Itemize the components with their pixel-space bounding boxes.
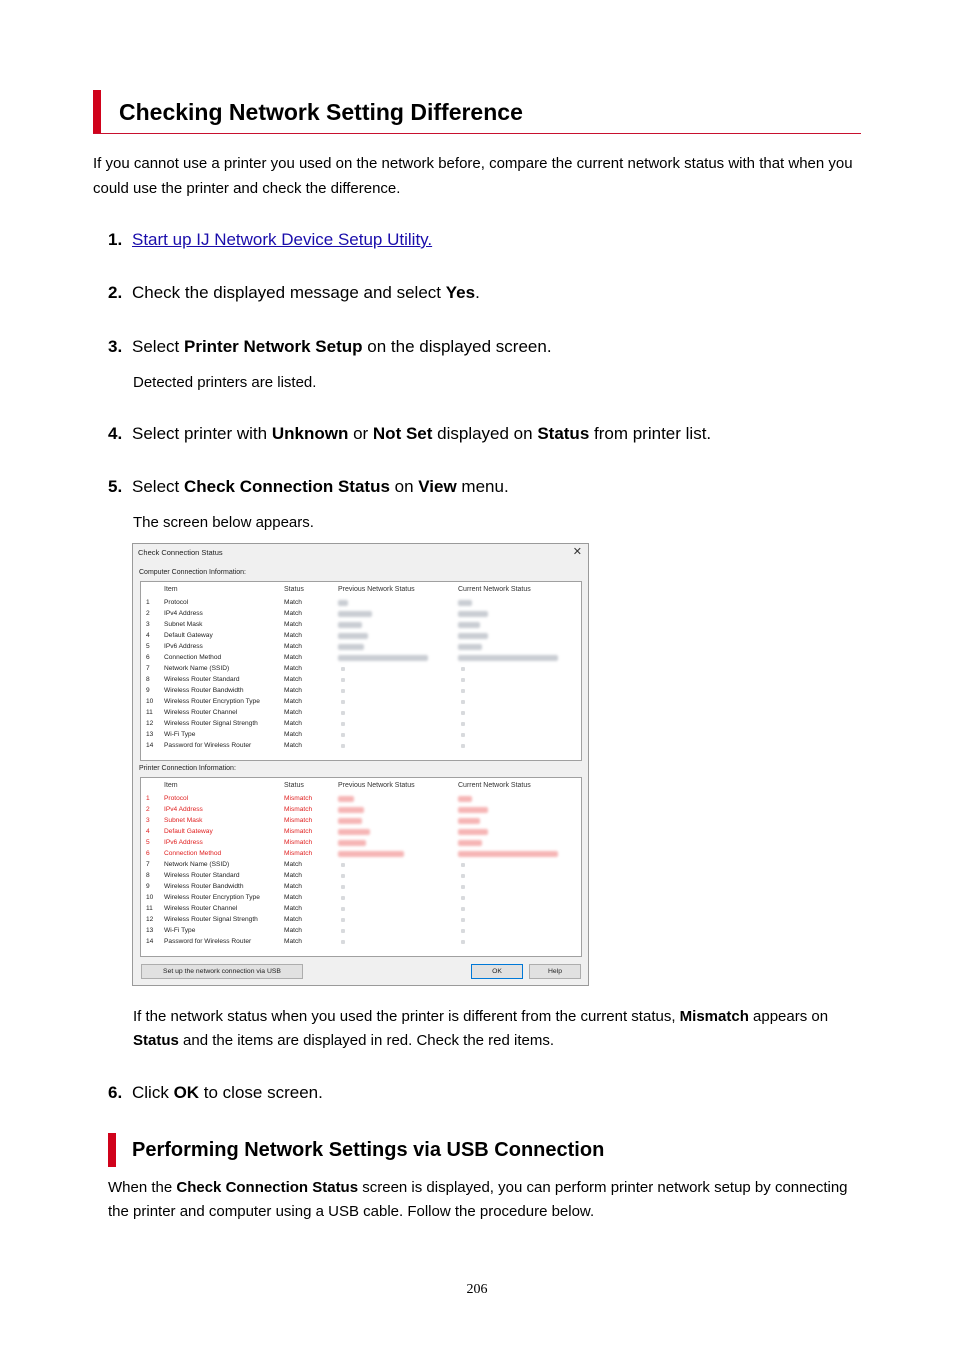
column-header-previous: Previous Network Status xyxy=(338,782,415,789)
row-status: Match xyxy=(284,731,302,738)
redacted-value xyxy=(341,863,345,867)
redacted-value xyxy=(341,896,345,900)
row-item: Wireless Router Channel xyxy=(164,905,238,912)
redacted-value xyxy=(458,796,472,802)
redacted-value xyxy=(458,807,488,813)
row-number: 9 xyxy=(146,883,150,890)
row-number: 4 xyxy=(146,828,150,835)
redacted-value xyxy=(461,711,465,715)
table-row xyxy=(141,848,581,859)
redacted-value xyxy=(341,733,345,737)
redacted-value xyxy=(461,874,465,878)
row-number: 8 xyxy=(146,872,150,879)
redacted-value xyxy=(341,940,345,944)
row-status: Match xyxy=(284,938,302,945)
row-item: Wi-Fi Type xyxy=(164,927,196,934)
redacted-value xyxy=(338,818,362,824)
table-row xyxy=(141,881,581,892)
redacted-value xyxy=(461,907,465,911)
row-status: Match xyxy=(284,720,302,727)
row-number: 5 xyxy=(146,839,150,846)
row-status: Match xyxy=(284,621,302,628)
redacted-value xyxy=(458,840,482,846)
computer-info-table xyxy=(140,581,582,761)
table-row xyxy=(141,826,581,837)
table-row xyxy=(141,815,581,826)
table-row xyxy=(141,870,581,881)
row-number: 12 xyxy=(146,720,154,727)
column-header-previous: Previous Network Status xyxy=(338,586,415,593)
row-number: 11 xyxy=(146,905,153,912)
redacted-value xyxy=(341,678,345,682)
row-number: 7 xyxy=(146,665,150,672)
row-status: Match xyxy=(284,742,302,749)
close-icon[interactable]: ✕ xyxy=(572,546,582,558)
printer-info-label: Printer Connection Information: xyxy=(139,765,236,772)
subheading-accent-bar xyxy=(108,1133,116,1167)
row-number: 6 xyxy=(146,850,150,857)
row-number: 14 xyxy=(146,938,154,945)
section-heading xyxy=(93,90,861,134)
row-status: Match xyxy=(284,916,302,923)
redacted-value xyxy=(461,863,465,867)
table-row xyxy=(141,837,581,848)
row-number: 3 xyxy=(146,817,150,824)
redacted-value xyxy=(341,744,345,748)
table-row xyxy=(141,793,581,804)
row-item: Wi-Fi Type xyxy=(164,731,196,738)
redacted-value xyxy=(341,722,345,726)
redacted-value xyxy=(341,885,345,889)
step-5-note: The screen below appears. xyxy=(133,514,314,531)
table-row xyxy=(141,652,581,663)
step-4: 4. Select printer with Unknown or Not Set displayed on Status from printer list. xyxy=(108,424,712,443)
page-title: Checking Network Setting Difference xyxy=(119,99,523,125)
redacted-value xyxy=(341,874,345,878)
row-status: Match xyxy=(284,861,302,868)
check-connection-status-dialog xyxy=(132,543,589,986)
row-status: Match xyxy=(284,654,302,661)
row-number: 2 xyxy=(146,806,150,813)
table-row xyxy=(141,641,581,652)
redacted-value xyxy=(338,829,370,835)
redacted-value xyxy=(461,667,465,671)
row-item: Wireless Router Standard xyxy=(164,872,240,879)
row-status: Match xyxy=(284,894,302,901)
row-item: Wireless Router Encryption Type xyxy=(164,894,260,901)
row-number: 7 xyxy=(146,861,150,868)
table-row xyxy=(141,914,581,925)
table-row xyxy=(141,804,581,815)
row-status: Match xyxy=(284,927,302,934)
row-number: 10 xyxy=(146,698,154,705)
redacted-value xyxy=(338,796,354,802)
table-row xyxy=(141,597,581,608)
redacted-value xyxy=(458,644,482,650)
redacted-value xyxy=(461,744,465,748)
table-row xyxy=(141,619,581,630)
redacted-value xyxy=(338,633,368,639)
table-row xyxy=(141,729,581,740)
table-row xyxy=(141,936,581,947)
row-item: Wireless Router Channel xyxy=(164,709,238,716)
table-row xyxy=(141,663,581,674)
page-number: 206 xyxy=(466,1282,488,1297)
redacted-value xyxy=(338,622,362,628)
start-utility-link[interactable]: Start up IJ Network Device Setup Utility. xyxy=(132,230,433,249)
dialog-title: Check Connection Status xyxy=(138,548,223,557)
column-header-status: Status xyxy=(284,586,304,593)
printer-info-table xyxy=(140,777,582,957)
table-row xyxy=(141,859,581,870)
row-number: 12 xyxy=(146,916,154,923)
row-status: Match xyxy=(284,687,302,694)
column-header-current: Current Network Status xyxy=(458,782,531,789)
table-row xyxy=(141,696,581,707)
row-item: Wireless Router Encryption Type xyxy=(164,698,260,705)
row-number: 10 xyxy=(146,894,154,901)
row-number: 9 xyxy=(146,687,150,694)
row-status: Match xyxy=(284,665,302,672)
table-row xyxy=(141,674,581,685)
row-number: 2 xyxy=(146,610,150,617)
table-row xyxy=(141,707,581,718)
row-status: Match xyxy=(284,610,302,617)
redacted-value xyxy=(341,667,345,671)
redacted-value xyxy=(341,929,345,933)
row-number: 1 xyxy=(146,795,150,802)
row-status: Mismatch xyxy=(284,806,313,813)
row-item: Subnet Mask xyxy=(164,621,203,628)
column-header-item: Item xyxy=(164,782,178,789)
table-row xyxy=(141,685,581,696)
row-item: Password for Wireless Router xyxy=(164,938,252,945)
column-header-item: Item xyxy=(164,586,178,593)
step-5: 5. Select Check Connection Status on View menu. xyxy=(108,477,509,496)
table-row xyxy=(141,630,581,641)
row-number: 8 xyxy=(146,676,150,683)
row-item: IPv4 Address xyxy=(164,610,203,617)
mismatch-explanation: If the network status when you used the printer is different from the current status, Mismatch appears on Status and the items are displayed in red. Check the red items. xyxy=(133,1008,829,1049)
table-row xyxy=(141,925,581,936)
row-status: Mismatch xyxy=(284,795,313,802)
row-status: Mismatch xyxy=(284,839,313,846)
row-status: Mismatch xyxy=(284,850,313,857)
redacted-value xyxy=(341,711,345,715)
usb-paragraph: When the Check Connection Status screen is displayed, you can perform printer network setup by connecting the printer and computer using a USB cable. Follow the procedure below. xyxy=(108,1179,848,1220)
redacted-value xyxy=(461,678,465,682)
row-status: Match xyxy=(284,698,302,705)
redacted-value xyxy=(461,689,465,693)
row-status: Match xyxy=(284,709,302,716)
table-row xyxy=(141,608,581,619)
redacted-value xyxy=(341,918,345,922)
redacted-value xyxy=(338,851,404,857)
usb-setup-button[interactable]: Set up the network connection via USB xyxy=(141,964,303,979)
row-status: Match xyxy=(284,632,302,639)
column-header-current: Current Network Status xyxy=(458,586,531,593)
redacted-value xyxy=(458,851,558,857)
step-6: 6. Click OK to close screen. xyxy=(108,1083,323,1102)
redacted-value xyxy=(461,885,465,889)
row-number: 3 xyxy=(146,621,150,628)
redacted-value xyxy=(338,600,348,606)
row-item: Connection Method xyxy=(164,850,222,857)
redacted-value xyxy=(338,611,372,617)
redacted-value xyxy=(338,840,366,846)
row-status: Match xyxy=(284,643,302,650)
redacted-value xyxy=(461,896,465,900)
row-item: IPv4 Address xyxy=(164,806,203,813)
subheading-title: Performing Network Settings via USB Connection xyxy=(132,1139,605,1161)
row-status: Match xyxy=(284,872,302,879)
row-item: IPv6 Address xyxy=(164,643,203,650)
redacted-value xyxy=(458,622,480,628)
row-item: Wireless Router Standard xyxy=(164,676,240,683)
redacted-value xyxy=(458,611,488,617)
help-button[interactable]: Help xyxy=(529,964,581,979)
computer-info-label: Computer Connection Information: xyxy=(139,569,246,576)
row-status: Match xyxy=(284,599,302,606)
row-number: 13 xyxy=(146,927,154,934)
step-2: 2. Check the displayed message and select Yes. xyxy=(108,283,480,302)
row-item: Wireless Router Signal Strength xyxy=(164,916,258,923)
row-status: Match xyxy=(284,905,302,912)
row-number: 4 xyxy=(146,632,150,639)
row-status: Match xyxy=(284,883,302,890)
row-item: Wireless Router Signal Strength xyxy=(164,720,258,727)
row-item: Wireless Router Bandwidth xyxy=(164,687,244,694)
row-number: 14 xyxy=(146,742,154,749)
table-row xyxy=(141,740,581,751)
row-number: 13 xyxy=(146,731,154,738)
redacted-value xyxy=(458,818,480,824)
table-row xyxy=(141,903,581,914)
row-item: IPv6 Address xyxy=(164,839,203,846)
redacted-value xyxy=(461,929,465,933)
redacted-value xyxy=(338,655,428,661)
row-number: 1 xyxy=(146,599,150,606)
step-3: 3. Select Printer Network Setup on the displayed screen. xyxy=(108,337,552,356)
redacted-value xyxy=(461,940,465,944)
redacted-value xyxy=(461,918,465,922)
table-row xyxy=(141,892,581,903)
table-row xyxy=(141,718,581,729)
row-number: 5 xyxy=(146,643,150,650)
heading-accent-bar xyxy=(93,90,101,133)
redacted-value xyxy=(341,700,345,704)
step-1: 1. Start up IJ Network Device Setup Utility. xyxy=(108,230,433,249)
redacted-value xyxy=(341,907,345,911)
row-number: 6 xyxy=(146,654,150,661)
intro-paragraph: If you cannot use a printer you used on the network before, compare the current network status with that when you could use the printer and check the difference. xyxy=(93,155,853,197)
redacted-value xyxy=(461,700,465,704)
row-number: 11 xyxy=(146,709,153,716)
row-item: Network Name (SSID) xyxy=(164,665,230,672)
redacted-value xyxy=(458,655,558,661)
subsection-heading xyxy=(108,1133,868,1167)
redacted-value xyxy=(461,722,465,726)
redacted-value xyxy=(458,633,488,639)
redacted-value xyxy=(461,733,465,737)
redacted-value xyxy=(458,829,488,835)
row-item: Wireless Router Bandwidth xyxy=(164,883,244,890)
redacted-value xyxy=(338,644,364,650)
row-item: Protocol xyxy=(164,795,189,802)
row-item: Default Gateway xyxy=(164,632,213,639)
step-3-note: Detected printers are listed. xyxy=(133,374,317,391)
row-status: Mismatch xyxy=(284,828,313,835)
redacted-value xyxy=(338,807,364,813)
ok-button[interactable]: OK xyxy=(471,964,523,979)
row-item: Network Name (SSID) xyxy=(164,861,230,868)
redacted-value xyxy=(458,600,472,606)
row-item: Connection Method xyxy=(164,654,222,661)
row-item: Password for Wireless Router xyxy=(164,742,252,749)
column-header-status: Status xyxy=(284,782,304,789)
row-item: Protocol xyxy=(164,599,189,606)
row-status: Mismatch xyxy=(284,817,313,824)
redacted-value xyxy=(341,689,345,693)
row-item: Default Gateway xyxy=(164,828,213,835)
row-item: Subnet Mask xyxy=(164,817,203,824)
row-status: Match xyxy=(284,676,302,683)
